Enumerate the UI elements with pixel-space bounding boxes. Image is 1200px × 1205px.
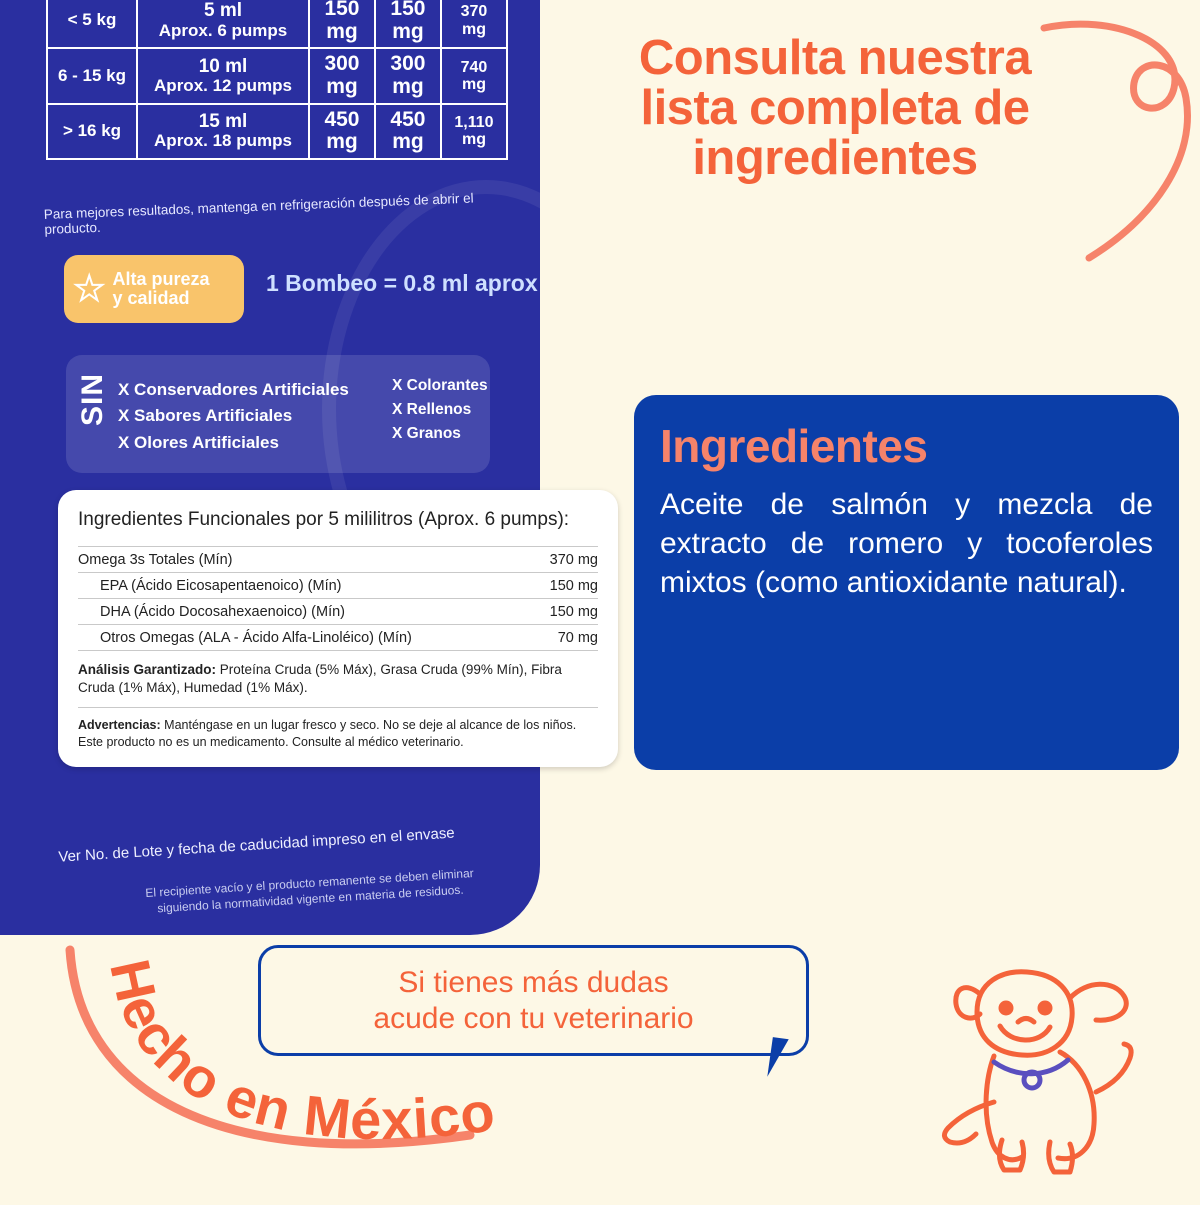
dose-volume bbox=[137, 48, 309, 103]
ingredient-name: EPA (Ácido Eicosapentaenoico) (Mín) bbox=[78, 572, 532, 598]
dose-dha: 150 mg bbox=[375, 0, 441, 48]
guaranteed-analysis bbox=[78, 661, 598, 708]
list-item: X Granos bbox=[392, 425, 461, 443]
guaranteed-analysis-label: Análisis Garantizado: bbox=[78, 661, 217, 677]
dose-dha: 300 mg bbox=[375, 48, 441, 103]
free-from-column-2 bbox=[392, 374, 488, 446]
pump-equivalence: 1 Bombeo = 0.8 ml aprox bbox=[266, 270, 538, 296]
ingredient-name: Omega 3s Totales (Mín) bbox=[78, 546, 532, 572]
purity-badge bbox=[64, 255, 244, 323]
warnings bbox=[78, 717, 598, 751]
dose-weight: > 16 kg bbox=[47, 104, 137, 159]
dosage-table bbox=[46, 0, 508, 160]
purity-line-2: y calidad bbox=[112, 288, 190, 308]
dose-volume-main: 10 ml bbox=[198, 55, 248, 77]
ingredient-value: 70 mg bbox=[532, 624, 598, 650]
dose-volume-sub: Aprox. 12 pumps bbox=[154, 76, 292, 96]
dose-volume bbox=[137, 0, 309, 48]
ingredient-value: 150 mg bbox=[532, 598, 598, 624]
dose-total: 370 mg bbox=[441, 0, 507, 48]
star-icon: ★ bbox=[74, 270, 105, 308]
disposal-text: El recipiente vacío y el producto remanente se deben eliminar siguiendo la normatividad vigente en materia de residuos. bbox=[144, 865, 475, 916]
list-item: X Conservadores Artificiales bbox=[118, 380, 349, 399]
ingredient-value: 150 mg bbox=[532, 572, 598, 598]
dose-total: 1,110 mg bbox=[441, 104, 507, 159]
dose-epa: 300 mg bbox=[309, 48, 375, 103]
dose-epa: 150 mg bbox=[309, 0, 375, 48]
nutrition-facts-card bbox=[58, 490, 618, 767]
dose-weight: < 5 kg bbox=[47, 0, 137, 48]
guaranteed-analysis-text: Proteína Cruda (5% Máx), Grasa Cruda (99% Mín), Fibra Cruda (1% Máx), Humedad (1% Máx). bbox=[78, 661, 562, 695]
warnings-label: Advertencias: bbox=[78, 718, 161, 733]
list-item: X Sabores Artificiales bbox=[118, 406, 293, 426]
list-item: X Rellenos bbox=[392, 401, 472, 419]
refrigeration-note: Para mejores resultados, mantenga en refrigeración después de abrir el producto. bbox=[43, 190, 474, 238]
product-label-panel bbox=[0, 0, 540, 935]
table-row bbox=[47, 48, 507, 103]
ingredient-value: 370 mg bbox=[532, 546, 598, 572]
page-title: Consulta nuestra lista completa de ingredientes bbox=[638, 31, 1032, 185]
free-from-box bbox=[66, 355, 490, 473]
lot-text: Ver No. de Lote y fecha de caducidad impreso en el envase bbox=[57, 824, 456, 866]
free-from-label: SIN bbox=[76, 373, 109, 427]
dose-dha: 450 mg bbox=[375, 104, 441, 159]
table-row bbox=[78, 598, 598, 624]
swirl-decoration bbox=[1034, 18, 1194, 268]
dose-volume-sub: Aprox. 18 pumps bbox=[154, 131, 292, 151]
table-row bbox=[78, 546, 598, 572]
ingredient-name: DHA (Ácido Docosahexaenoico) (Mín) bbox=[78, 598, 532, 624]
dose-volume bbox=[137, 104, 309, 159]
dose-weight: 6 - 15 kg bbox=[47, 48, 137, 103]
warnings-text: Manténgase en un lugar fresco y seco. No se deje al alcance de los niños. Este producto no es un medicamento. Consulte al médico veterinario. bbox=[78, 718, 577, 750]
free-from-column-1 bbox=[118, 377, 349, 456]
dose-epa: 450 mg bbox=[309, 104, 375, 159]
purity-line-1: Alta pureza bbox=[112, 269, 210, 290]
facts-title: Ingredientes Funcionales por 5 mililitros (Aprox. 6 pumps): bbox=[78, 509, 570, 530]
purity-badge-label bbox=[112, 270, 209, 308]
ingredients-title: Ingredientes bbox=[660, 420, 928, 472]
functional-ingredients-table bbox=[78, 546, 598, 651]
table-row bbox=[47, 0, 507, 48]
list-item: X Olores Artificiales bbox=[118, 432, 279, 452]
bubble-line-1: Si tienes más dudas bbox=[398, 965, 669, 999]
ingredient-name: Otros Omegas (ALA - Ácido Alfa-Linoléico) (Mín) bbox=[78, 624, 532, 650]
ingredients-card bbox=[634, 395, 1179, 770]
dose-total: 740 mg bbox=[441, 48, 507, 103]
dog-illustration-icon bbox=[882, 952, 1172, 1182]
list-item: X Colorantes bbox=[392, 377, 488, 394]
ingredients-body: Aceite de salmón y mezcla de extracto de romero y tocoferoles mixtos (como antioxidante natural). bbox=[660, 488, 1153, 599]
table-row bbox=[78, 572, 598, 598]
dose-volume-main: 15 ml bbox=[198, 110, 248, 132]
dose-volume-sub: Aprox. 6 pumps bbox=[158, 20, 288, 40]
dose-volume-main: 5 ml bbox=[203, 0, 243, 22]
bubble-line-2: acude con tu veterinario bbox=[373, 1001, 694, 1035]
table-row bbox=[78, 624, 598, 650]
arc-text-value: Hecho en México bbox=[98, 953, 499, 1152]
arc-text bbox=[98, 954, 499, 1151]
made-in-mexico-arc bbox=[40, 920, 560, 1200]
table-row bbox=[47, 104, 507, 159]
